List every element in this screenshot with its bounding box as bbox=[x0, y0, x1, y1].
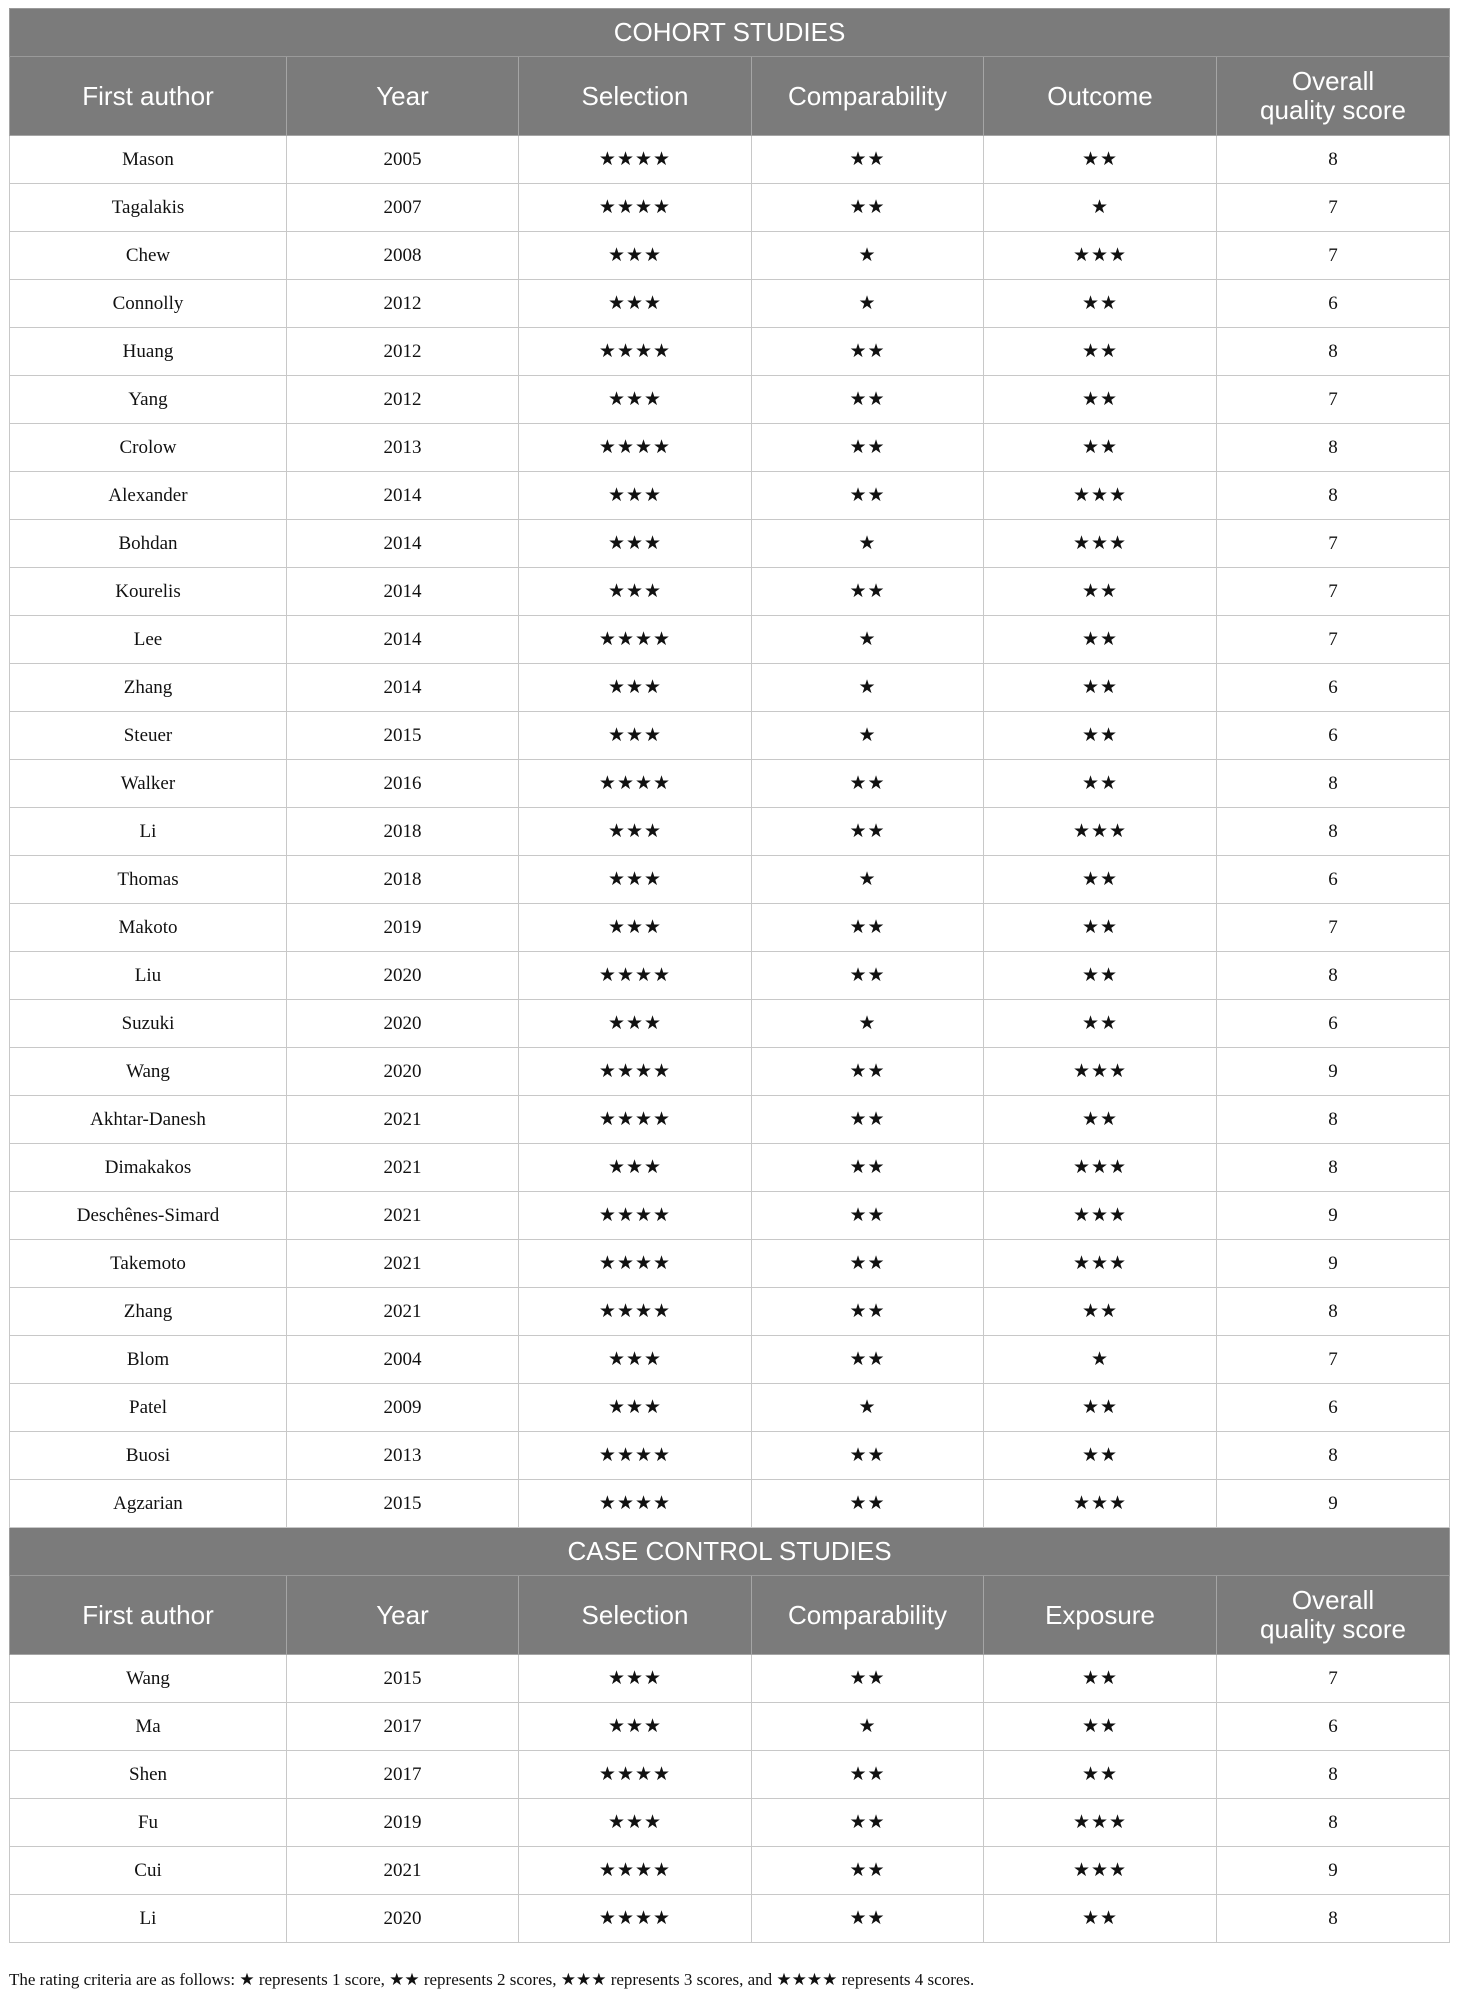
cell-comparability: ★★ bbox=[752, 1096, 984, 1144]
cell-outcome-or-exposure: ★★ bbox=[984, 280, 1217, 328]
cell-comparability: ★★ bbox=[752, 1895, 984, 1943]
cell-comparability: ★★ bbox=[752, 472, 984, 520]
cell-overall-score: 8 bbox=[1217, 136, 1450, 184]
column-header-first-author: First author bbox=[10, 1576, 287, 1655]
cell-overall-score: 8 bbox=[1217, 952, 1450, 1000]
table-row bbox=[10, 376, 1450, 424]
cell-selection: ★★★ bbox=[519, 1000, 752, 1048]
table-row bbox=[10, 1703, 1450, 1751]
cell-overall-score: 8 bbox=[1217, 808, 1450, 856]
table-row bbox=[10, 760, 1450, 808]
cell-year: 2012 bbox=[287, 328, 519, 376]
table-row bbox=[10, 184, 1450, 232]
column-header-comparability: Comparability bbox=[752, 1576, 984, 1655]
rating-criteria-footnote: The rating criteria are as follows: ★ represents 1 score, ★★ represents 2 scores, ★★★ represents 3 scores, and ★★★★ represents 4 scores. bbox=[9, 1970, 975, 1989]
cell-outcome-or-exposure: ★★★ bbox=[984, 808, 1217, 856]
cell-selection: ★★★ bbox=[519, 1703, 752, 1751]
cell-overall-score: 8 bbox=[1217, 328, 1450, 376]
cell-year: 2012 bbox=[287, 376, 519, 424]
cell-overall-score: 7 bbox=[1217, 616, 1450, 664]
cell-first-author: Steuer bbox=[10, 712, 287, 760]
column-header-row bbox=[10, 1576, 1450, 1655]
cell-first-author: Walker bbox=[10, 760, 287, 808]
cell-overall-score: 7 bbox=[1217, 520, 1450, 568]
cell-first-author: Deschênes-Simard bbox=[10, 1192, 287, 1240]
cell-first-author: Wang bbox=[10, 1048, 287, 1096]
table-row bbox=[10, 856, 1450, 904]
cell-selection: ★★★★ bbox=[519, 1751, 752, 1799]
cell-first-author: Li bbox=[10, 808, 287, 856]
cell-year: 2008 bbox=[287, 232, 519, 280]
table-row bbox=[10, 1192, 1450, 1240]
column-header-selection: Selection bbox=[519, 1576, 752, 1655]
cell-outcome-or-exposure: ★★ bbox=[984, 1751, 1217, 1799]
table-row bbox=[10, 808, 1450, 856]
cell-overall-score: 7 bbox=[1217, 232, 1450, 280]
column-header-overall-score: Overall quality score bbox=[1217, 1576, 1450, 1655]
cell-comparability: ★★ bbox=[752, 184, 984, 232]
cell-year: 2018 bbox=[287, 856, 519, 904]
table-row bbox=[10, 1336, 1450, 1384]
cell-year: 2014 bbox=[287, 664, 519, 712]
cell-selection: ★★★ bbox=[519, 664, 752, 712]
cell-comparability: ★ bbox=[752, 856, 984, 904]
cell-year: 2017 bbox=[287, 1751, 519, 1799]
cell-overall-score: 7 bbox=[1217, 1655, 1450, 1703]
table-row bbox=[10, 232, 1450, 280]
cell-selection: ★★★ bbox=[519, 1336, 752, 1384]
quality-assessment-table-container bbox=[9, 8, 1449, 1943]
cell-outcome-or-exposure: ★★★ bbox=[984, 1480, 1217, 1528]
cell-comparability: ★★ bbox=[752, 1192, 984, 1240]
cell-outcome-or-exposure: ★★★ bbox=[984, 1144, 1217, 1192]
cell-outcome-or-exposure: ★★ bbox=[984, 1384, 1217, 1432]
cell-first-author: Crolow bbox=[10, 424, 287, 472]
cell-year: 2009 bbox=[287, 1384, 519, 1432]
table-row bbox=[10, 1384, 1450, 1432]
cell-outcome-or-exposure: ★★ bbox=[984, 376, 1217, 424]
cell-comparability: ★★ bbox=[752, 1799, 984, 1847]
cell-comparability: ★★ bbox=[752, 1336, 984, 1384]
cell-comparability: ★★ bbox=[752, 904, 984, 952]
cell-comparability: ★★ bbox=[752, 1432, 984, 1480]
table-row bbox=[10, 1799, 1450, 1847]
cell-outcome-or-exposure: ★★ bbox=[984, 1895, 1217, 1943]
cell-outcome-or-exposure: ★★★ bbox=[984, 1799, 1217, 1847]
cell-selection: ★★★ bbox=[519, 1144, 752, 1192]
cell-outcome-or-exposure: ★★ bbox=[984, 712, 1217, 760]
cell-year: 2012 bbox=[287, 280, 519, 328]
table-row bbox=[10, 664, 1450, 712]
cell-comparability: ★★ bbox=[752, 1655, 984, 1703]
cell-overall-score: 6 bbox=[1217, 712, 1450, 760]
cell-overall-score: 8 bbox=[1217, 1799, 1450, 1847]
cell-year: 2020 bbox=[287, 1000, 519, 1048]
cell-selection: ★★★★ bbox=[519, 424, 752, 472]
column-header-year: Year bbox=[287, 57, 519, 136]
cell-comparability: ★★ bbox=[752, 136, 984, 184]
cell-year: 2021 bbox=[287, 1847, 519, 1895]
cell-first-author: Liu bbox=[10, 952, 287, 1000]
cell-outcome-or-exposure: ★★ bbox=[984, 952, 1217, 1000]
cell-overall-score: 8 bbox=[1217, 1895, 1450, 1943]
cell-outcome-or-exposure: ★★ bbox=[984, 856, 1217, 904]
cell-first-author: Lee bbox=[10, 616, 287, 664]
table-row bbox=[10, 616, 1450, 664]
cell-overall-score: 6 bbox=[1217, 1000, 1450, 1048]
cell-selection: ★★★★ bbox=[519, 760, 752, 808]
cell-selection: ★★★★ bbox=[519, 616, 752, 664]
column-header-comparability: Comparability bbox=[752, 57, 984, 136]
table-row bbox=[10, 328, 1450, 376]
cell-selection: ★★★★ bbox=[519, 136, 752, 184]
cell-outcome-or-exposure: ★★ bbox=[984, 1096, 1217, 1144]
cell-outcome-or-exposure: ★★★ bbox=[984, 232, 1217, 280]
cell-first-author: Li bbox=[10, 1895, 287, 1943]
table-row bbox=[10, 1655, 1450, 1703]
table-row bbox=[10, 712, 1450, 760]
cell-selection: ★★★★ bbox=[519, 952, 752, 1000]
cell-year: 2020 bbox=[287, 952, 519, 1000]
cell-comparability: ★ bbox=[752, 664, 984, 712]
cell-overall-score: 8 bbox=[1217, 1096, 1450, 1144]
cell-selection: ★★★ bbox=[519, 808, 752, 856]
cell-outcome-or-exposure: ★★★ bbox=[984, 472, 1217, 520]
section-title-row bbox=[10, 1528, 1450, 1576]
table-row bbox=[10, 1847, 1450, 1895]
cell-selection: ★★★ bbox=[519, 712, 752, 760]
cell-selection: ★★★ bbox=[519, 1799, 752, 1847]
cell-outcome-or-exposure: ★★ bbox=[984, 616, 1217, 664]
cell-comparability: ★★ bbox=[752, 1240, 984, 1288]
cell-outcome-or-exposure: ★★ bbox=[984, 904, 1217, 952]
cell-year: 2014 bbox=[287, 472, 519, 520]
cell-overall-score: 9 bbox=[1217, 1480, 1450, 1528]
table-row bbox=[10, 952, 1450, 1000]
table-row bbox=[10, 472, 1450, 520]
cell-overall-score: 7 bbox=[1217, 568, 1450, 616]
cell-first-author: Ma bbox=[10, 1703, 287, 1751]
cell-year: 2020 bbox=[287, 1895, 519, 1943]
cell-comparability: ★★ bbox=[752, 760, 984, 808]
cell-year: 2013 bbox=[287, 1432, 519, 1480]
cell-first-author: Takemoto bbox=[10, 1240, 287, 1288]
cell-outcome-or-exposure: ★★★ bbox=[984, 520, 1217, 568]
cell-year: 2014 bbox=[287, 616, 519, 664]
cell-outcome-or-exposure: ★★★ bbox=[984, 1048, 1217, 1096]
cell-comparability: ★★ bbox=[752, 1480, 984, 1528]
cell-first-author: Connolly bbox=[10, 280, 287, 328]
column-header-overall-score: Overall quality score bbox=[1217, 57, 1450, 136]
cell-first-author: Cui bbox=[10, 1847, 287, 1895]
table-row bbox=[10, 520, 1450, 568]
cell-first-author: Shen bbox=[10, 1751, 287, 1799]
cell-overall-score: 7 bbox=[1217, 376, 1450, 424]
cell-year: 2020 bbox=[287, 1048, 519, 1096]
section-title-row bbox=[10, 9, 1450, 57]
cell-year: 2014 bbox=[287, 520, 519, 568]
cell-comparability: ★ bbox=[752, 1000, 984, 1048]
cell-overall-score: 8 bbox=[1217, 1751, 1450, 1799]
column-header-outcome-or-exposure: Exposure bbox=[984, 1576, 1217, 1655]
cell-overall-score: 6 bbox=[1217, 1384, 1450, 1432]
cell-overall-score: 6 bbox=[1217, 280, 1450, 328]
cell-overall-score: 8 bbox=[1217, 760, 1450, 808]
cell-year: 2019 bbox=[287, 904, 519, 952]
cell-selection: ★★★★ bbox=[519, 184, 752, 232]
cell-selection: ★★★ bbox=[519, 232, 752, 280]
cell-first-author: Tagalakis bbox=[10, 184, 287, 232]
table-row bbox=[10, 424, 1450, 472]
cell-first-author: Fu bbox=[10, 1799, 287, 1847]
cell-comparability: ★★ bbox=[752, 952, 984, 1000]
table-row bbox=[10, 280, 1450, 328]
cell-outcome-or-exposure: ★★ bbox=[984, 568, 1217, 616]
cell-comparability: ★★ bbox=[752, 1144, 984, 1192]
column-header-outcome-or-exposure: Outcome bbox=[984, 57, 1217, 136]
cell-selection: ★★★ bbox=[519, 520, 752, 568]
cell-first-author: Makoto bbox=[10, 904, 287, 952]
cell-first-author: Agzarian bbox=[10, 1480, 287, 1528]
cell-outcome-or-exposure: ★★ bbox=[984, 1432, 1217, 1480]
table-row bbox=[10, 136, 1450, 184]
cell-overall-score: 6 bbox=[1217, 856, 1450, 904]
cell-comparability: ★★ bbox=[752, 328, 984, 376]
cell-overall-score: 9 bbox=[1217, 1240, 1450, 1288]
cell-first-author: Akhtar-Danesh bbox=[10, 1096, 287, 1144]
cell-outcome-or-exposure: ★★ bbox=[984, 1288, 1217, 1336]
cell-year: 2013 bbox=[287, 424, 519, 472]
cell-outcome-or-exposure: ★ bbox=[984, 1336, 1217, 1384]
cell-year: 2005 bbox=[287, 136, 519, 184]
cell-selection: ★★★ bbox=[519, 1655, 752, 1703]
cell-year: 2021 bbox=[287, 1288, 519, 1336]
cell-comparability: ★★ bbox=[752, 1751, 984, 1799]
cell-comparability: ★★ bbox=[752, 1847, 984, 1895]
cell-selection: ★★★★ bbox=[519, 1240, 752, 1288]
cell-first-author: Kourelis bbox=[10, 568, 287, 616]
column-header-selection: Selection bbox=[519, 57, 752, 136]
cell-overall-score: 7 bbox=[1217, 184, 1450, 232]
column-header-year: Year bbox=[287, 1576, 519, 1655]
cell-selection: ★★★★ bbox=[519, 1432, 752, 1480]
cell-first-author: Zhang bbox=[10, 664, 287, 712]
column-header-row bbox=[10, 57, 1450, 136]
cell-first-author: Suzuki bbox=[10, 1000, 287, 1048]
cell-outcome-or-exposure: ★★ bbox=[984, 328, 1217, 376]
table-row bbox=[10, 568, 1450, 616]
cell-comparability: ★ bbox=[752, 520, 984, 568]
cell-selection: ★★★ bbox=[519, 376, 752, 424]
cell-comparability: ★ bbox=[752, 712, 984, 760]
cell-first-author: Blom bbox=[10, 1336, 287, 1384]
cell-first-author: Yang bbox=[10, 376, 287, 424]
cell-selection: ★★★★ bbox=[519, 1480, 752, 1528]
cell-comparability: ★ bbox=[752, 1703, 984, 1751]
cell-comparability: ★ bbox=[752, 232, 984, 280]
cell-first-author: Mason bbox=[10, 136, 287, 184]
table-row bbox=[10, 1000, 1450, 1048]
cell-year: 2007 bbox=[287, 184, 519, 232]
cell-year: 2015 bbox=[287, 1480, 519, 1528]
cell-year: 2019 bbox=[287, 1799, 519, 1847]
cell-first-author: Bohdan bbox=[10, 520, 287, 568]
cell-outcome-or-exposure: ★★★ bbox=[984, 1847, 1217, 1895]
cell-year: 2015 bbox=[287, 1655, 519, 1703]
cell-first-author: Dimakakos bbox=[10, 1144, 287, 1192]
cell-year: 2014 bbox=[287, 568, 519, 616]
cell-outcome-or-exposure: ★★ bbox=[984, 760, 1217, 808]
cell-overall-score: 8 bbox=[1217, 1432, 1450, 1480]
cell-year: 2021 bbox=[287, 1192, 519, 1240]
cell-first-author: Chew bbox=[10, 232, 287, 280]
cell-selection: ★★★ bbox=[519, 856, 752, 904]
cell-selection: ★★★ bbox=[519, 280, 752, 328]
cell-comparability: ★ bbox=[752, 1384, 984, 1432]
cell-selection: ★★★★ bbox=[519, 1847, 752, 1895]
cell-selection: ★★★★ bbox=[519, 1288, 752, 1336]
cell-comparability: ★★ bbox=[752, 568, 984, 616]
cell-selection: ★★★★ bbox=[519, 1096, 752, 1144]
cell-year: 2015 bbox=[287, 712, 519, 760]
cell-outcome-or-exposure: ★★ bbox=[984, 424, 1217, 472]
cell-selection: ★★★ bbox=[519, 904, 752, 952]
table-row bbox=[10, 1288, 1450, 1336]
cell-overall-score: 9 bbox=[1217, 1847, 1450, 1895]
cell-comparability: ★★ bbox=[752, 808, 984, 856]
cell-outcome-or-exposure: ★★★ bbox=[984, 1192, 1217, 1240]
cell-overall-score: 8 bbox=[1217, 1144, 1450, 1192]
section-title: COHORT STUDIES bbox=[10, 9, 1450, 57]
cell-first-author: Alexander bbox=[10, 472, 287, 520]
cell-overall-score: 8 bbox=[1217, 1288, 1450, 1336]
table-row bbox=[10, 1432, 1450, 1480]
cell-outcome-or-exposure: ★★ bbox=[984, 1703, 1217, 1751]
cell-year: 2017 bbox=[287, 1703, 519, 1751]
column-header-first-author: First author bbox=[10, 57, 287, 136]
cell-outcome-or-exposure: ★★ bbox=[984, 136, 1217, 184]
section-title: CASE CONTROL STUDIES bbox=[10, 1528, 1450, 1576]
cell-comparability: ★★ bbox=[752, 1288, 984, 1336]
cell-first-author: Huang bbox=[10, 328, 287, 376]
cell-selection: ★★★★ bbox=[519, 328, 752, 376]
cell-year: 2018 bbox=[287, 808, 519, 856]
quality-assessment-table bbox=[9, 8, 1450, 1943]
table-row bbox=[10, 1751, 1450, 1799]
cell-overall-score: 7 bbox=[1217, 904, 1450, 952]
cell-outcome-or-exposure: ★★ bbox=[984, 664, 1217, 712]
cell-comparability: ★★ bbox=[752, 424, 984, 472]
cell-first-author: Zhang bbox=[10, 1288, 287, 1336]
table-row bbox=[10, 904, 1450, 952]
cell-comparability: ★ bbox=[752, 616, 984, 664]
cell-year: 2021 bbox=[287, 1096, 519, 1144]
cell-overall-score: 8 bbox=[1217, 472, 1450, 520]
cell-overall-score: 7 bbox=[1217, 1336, 1450, 1384]
table-row bbox=[10, 1895, 1450, 1943]
table-row bbox=[10, 1096, 1450, 1144]
cell-selection: ★★★★ bbox=[519, 1048, 752, 1096]
cell-selection: ★★★★ bbox=[519, 1895, 752, 1943]
cell-outcome-or-exposure: ★★ bbox=[984, 1000, 1217, 1048]
cell-comparability: ★★ bbox=[752, 376, 984, 424]
cell-outcome-or-exposure: ★★ bbox=[984, 1655, 1217, 1703]
table-row bbox=[10, 1240, 1450, 1288]
cell-selection: ★★★ bbox=[519, 472, 752, 520]
cell-overall-score: 6 bbox=[1217, 664, 1450, 712]
cell-first-author: Patel bbox=[10, 1384, 287, 1432]
cell-year: 2021 bbox=[287, 1144, 519, 1192]
cell-comparability: ★ bbox=[752, 280, 984, 328]
cell-year: 2016 bbox=[287, 760, 519, 808]
cell-selection: ★★★★ bbox=[519, 1192, 752, 1240]
table-row bbox=[10, 1144, 1450, 1192]
cell-first-author: Thomas bbox=[10, 856, 287, 904]
cell-outcome-or-exposure: ★★★ bbox=[984, 1240, 1217, 1288]
cell-year: 2004 bbox=[287, 1336, 519, 1384]
cell-year: 2021 bbox=[287, 1240, 519, 1288]
cell-first-author: Buosi bbox=[10, 1432, 287, 1480]
cell-overall-score: 9 bbox=[1217, 1192, 1450, 1240]
cell-overall-score: 9 bbox=[1217, 1048, 1450, 1096]
cell-overall-score: 6 bbox=[1217, 1703, 1450, 1751]
cell-overall-score: 8 bbox=[1217, 424, 1450, 472]
cell-selection: ★★★ bbox=[519, 568, 752, 616]
cell-selection: ★★★ bbox=[519, 1384, 752, 1432]
table-row bbox=[10, 1480, 1450, 1528]
table-row bbox=[10, 1048, 1450, 1096]
cell-comparability: ★★ bbox=[752, 1048, 984, 1096]
cell-outcome-or-exposure: ★ bbox=[984, 184, 1217, 232]
cell-first-author: Wang bbox=[10, 1655, 287, 1703]
